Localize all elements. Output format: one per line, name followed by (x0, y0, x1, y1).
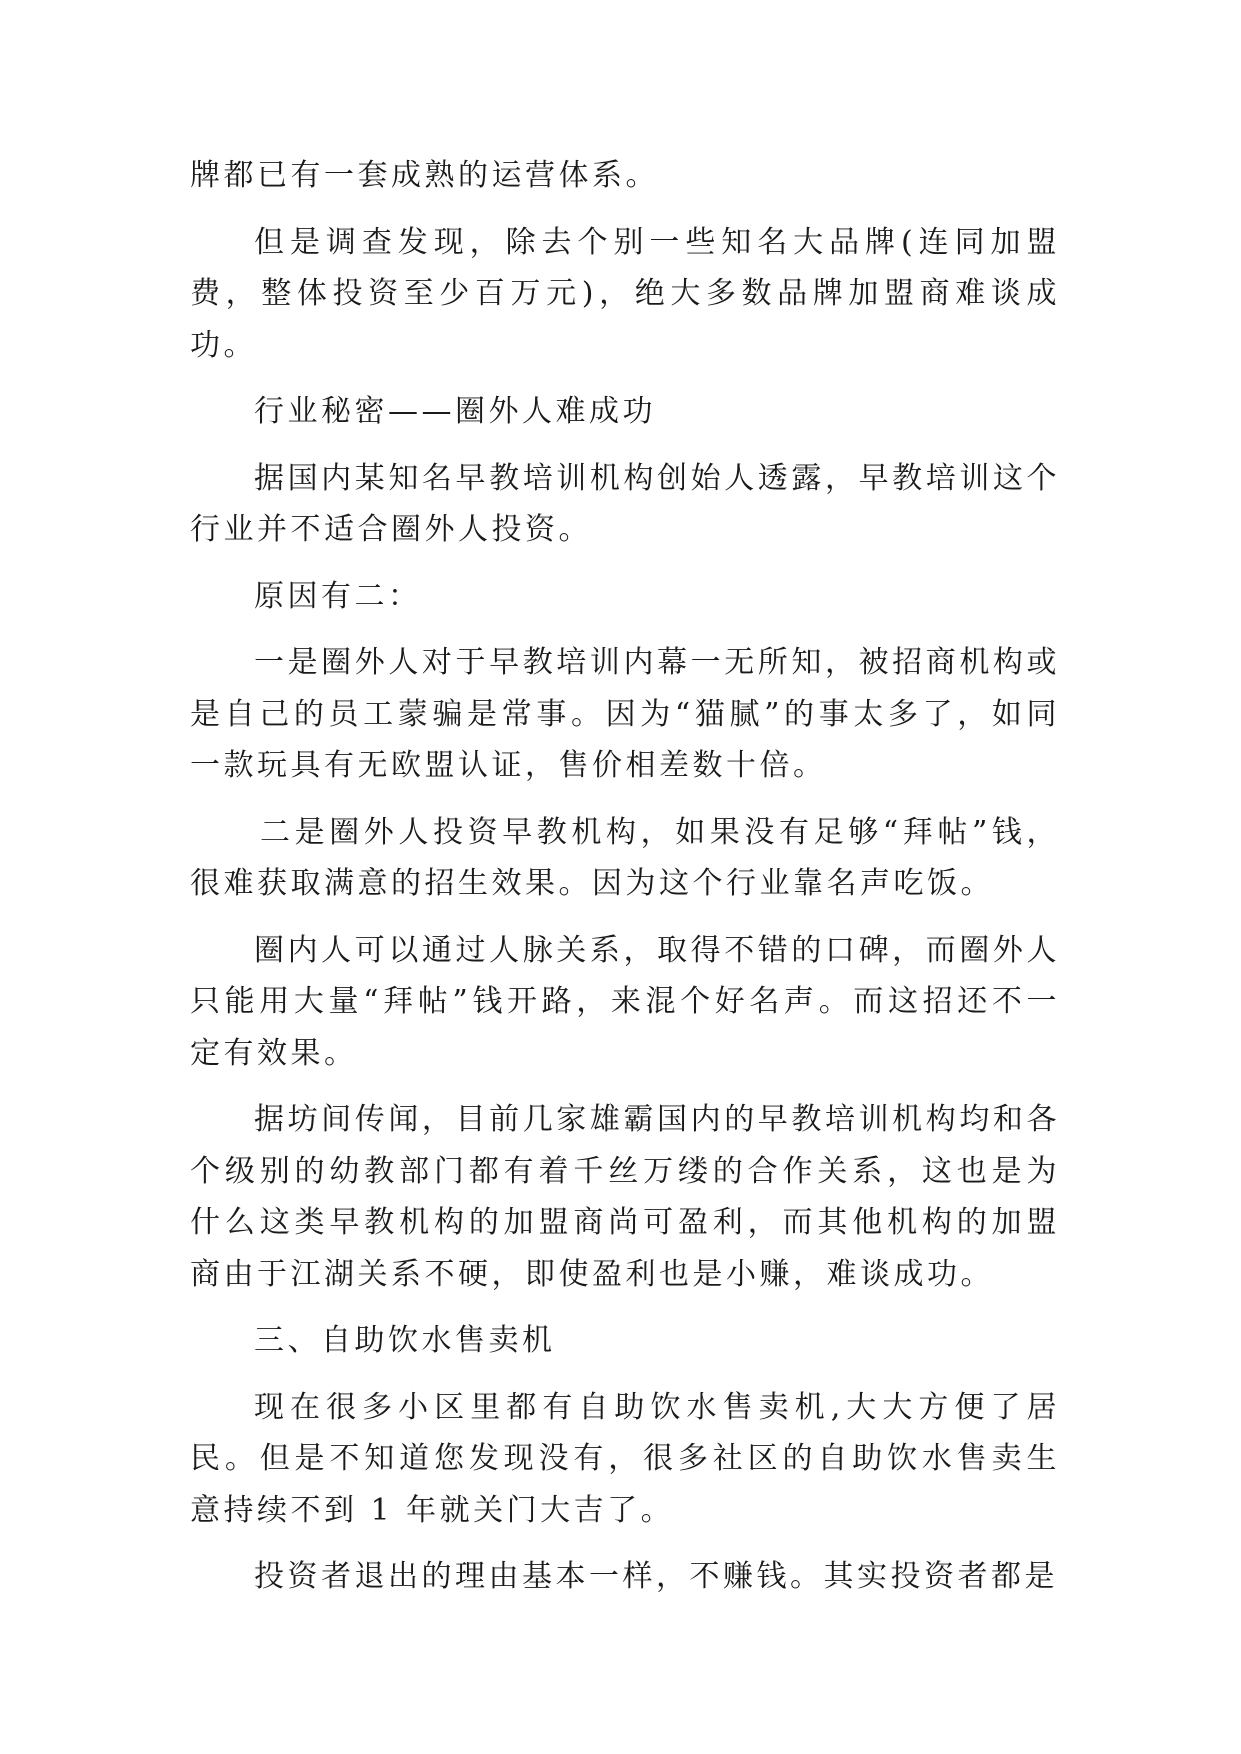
paragraph: 投资者退出的理由基本一样，不赚钱。其实投资者都是 (254, 1559, 1058, 1594)
paragraph: 原因有二： (254, 578, 422, 614)
paragraph: 但是调查发现，除去个别一些知名大品牌(连同加盟费，整体投资至少百万元)，绝大多数品牌加盟商难谈成功。 (190, 224, 1060, 363)
paragraph: 牌都已有一套成熟的运营体系。 (190, 158, 659, 193)
paragraph: 圈内人可以通过人脉关系，取得不错的口碑，而圈外人只能用大量“拜帖”钱开路，来混个好名声。而这招还不一定有效果。 (190, 932, 1060, 1071)
section-heading: 行业秘密——圈外人难成功 (254, 394, 656, 429)
paragraph: 二是圈外人投资早教机构，如果没有足够“拜帖”钱，很难获取满意的招生效果。因为这个行业靠名声吃饭。 (190, 814, 1060, 901)
paragraph: 一是圈外人对于早教培训内幕一无所知，被招商机构或是自己的员工蒙骗是常事。因为“猫腻”的事太多了，如同一款玩具有无欧盟认证，售价相差数十倍。 (190, 645, 1060, 783)
section-heading: 三、自助饮水售卖机 (254, 1323, 556, 1358)
paragraph: 现在很多小区里都有自助饮水售卖机,大大方便了居民。但是不知道您发现没有，很多社区的自助饮水售卖生意持续不到 1 年就关门大吉了。 (190, 1389, 1060, 1528)
paragraph: 据坊间传闻，目前几家雄霸国内的早教培训机构均和各个级别的幼教部门都有着千丝万缕的合作关系，这也是为什么这类早教机构的加盟商尚可盈利，而其他机构的加盟商由于江湖关系不硬，即使盈利也是小赚，难谈成功。 (190, 1102, 1060, 1292)
document-page (190, 150, 1060, 1618)
paragraph: 据国内某知名早教培训机构创始人透露，早教培训这个行业并不适合圈外人投资。 (190, 460, 1060, 547)
